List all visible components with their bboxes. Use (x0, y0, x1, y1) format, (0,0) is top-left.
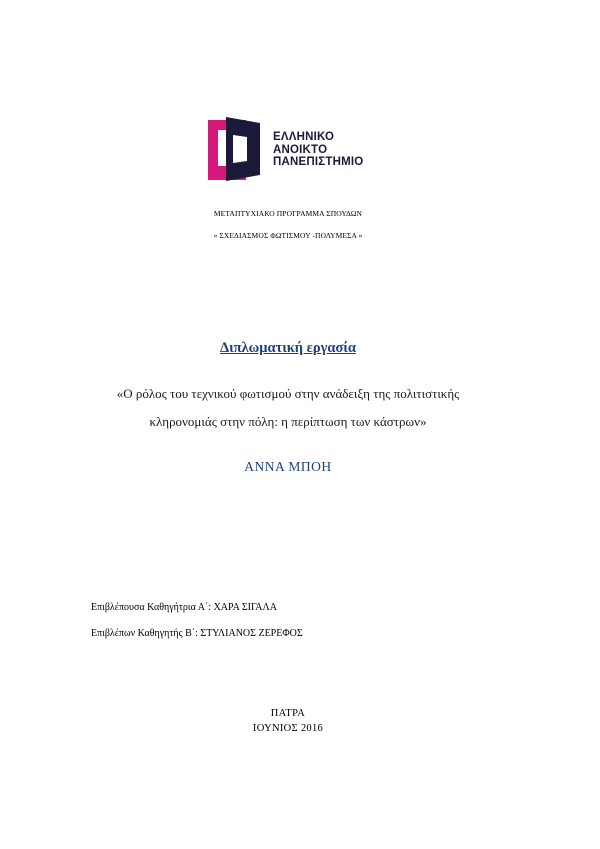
university-name-line-2: ΑΝΟΙΚΤΟ (273, 143, 328, 156)
program-specialization: « ΣΧΕΔΙΑΣΜΟΣ ΦΩΤΙΣΜΟΥ -ΠΟΛΥΜΕΣΑ » (213, 231, 363, 240)
hou-emblem-icon (206, 117, 272, 183)
submission-date: ΙΟΥΝΙΟΣ 2016 (252, 723, 324, 734)
city: ΠΑΤΡΑ (270, 708, 306, 719)
program-name: ΜΕΤΑΠΤΥΧΙΑΚΟ ΠΡΟΓΡΑΜΜΑ ΣΠΟΥΔΩΝ (213, 209, 363, 218)
thesis-title-line-2: κληρονομιάς στην πόλη: η περίπτωση των κάστρων» (149, 414, 427, 429)
university-name (273, 131, 363, 169)
thesis-title-line-1: «Ο ρόλος του τεχνικού φωτισμού στην ανάδειξη της πολιτιστικής (116, 386, 460, 401)
university-logo (206, 117, 376, 183)
document-type-heading: Διπλωματική εργασία (220, 340, 356, 356)
university-name-line-3: ΠΑΝΕΠΙΣΤΗΜΙΟ (273, 156, 364, 168)
author-name: ΑΝΝΑ ΜΠΟΗ (244, 459, 332, 474)
university-name-line-1: ΕΛΛΗΝΙΚΟ (273, 131, 335, 143)
supervisor-b: Επιβλέπων Καθηγητής Β΄: ΣΤΥΛΙΑΝΟΣ ΖΕΡΕΦΟΣ (91, 628, 303, 639)
supervisor-a: Επιβλέπουσα Καθηγήτρια Α΄: ΧΑΡΑ ΣΙΓΑΛΑ (91, 602, 277, 613)
